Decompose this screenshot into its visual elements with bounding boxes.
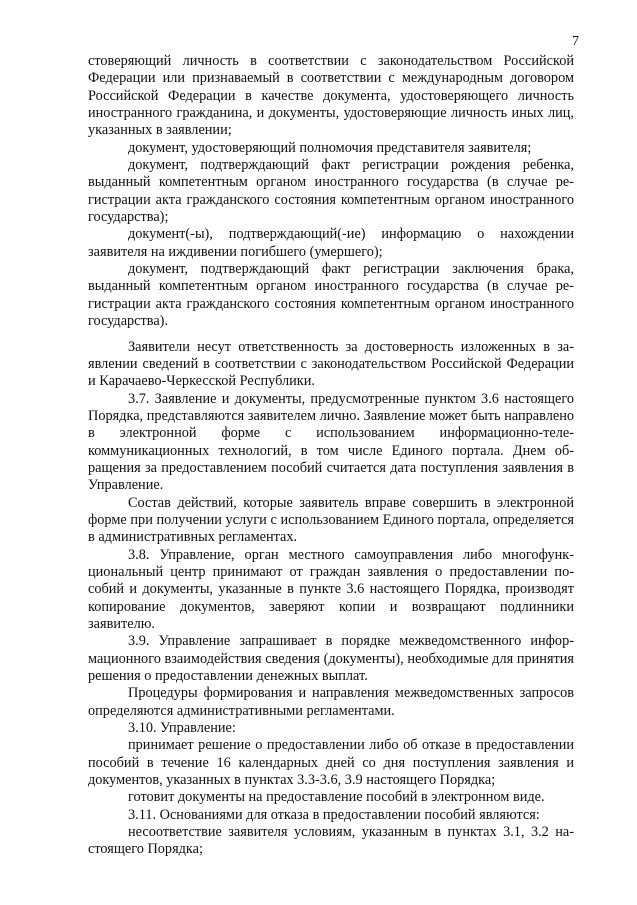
paragraph-section-3-9: 3.9. Управление запрашивает в порядке межведомственного информационного взаимодействия сведения (документы), необходимые для принятия решения о предоставлении денежных выплат. [88,633,574,685]
paragraph-representative-authority: документ, удостоверяющий полномочия представителя заявителя; [128,139,532,156]
paragraph-marriage-registration: документ, подтверждающий факт регистрации заключения брака, выданный компетентным органом иностранного государства (в случае регистрации акта гражданского состояния компетентным органом иностранного государства). [88,261,574,330]
paragraph-interagency-requests: Процедуры формирования и направления межведомственных запросов определяются административными регламентами. [88,685,574,719]
paragraph-decision-deadline: принимает решение о предоставлении либо об отказе в предоставлении пособий в течение 16 календарных дней со дня поступления заявления и документов, указанных в пунктах 3.3-3.6, 3.9 настоящего Порядка; [88,737,574,789]
paragraph-identity-documents: стоверяющий личность в соответствии с законодательством Российской Федерации или признаваемый в соответствии с международным договором Российской Федерации в качестве документа, удостоверяющего личность иностранного гражданина, и документы, удостоверяющие личность иных лиц, указанных в заявлении; [88,53,574,139]
paragraph-applicant-responsibility: Заявители несут ответственность за достоверность изложенных в заявлении сведений в соответствии с законодательством Российской Федерации и Карачаево-Черкесской Республики. [88,338,574,390]
document-body [88,53,574,859]
paragraph-section-3-10: 3.10. Управление: [128,720,236,737]
paragraph-electronic-actions: Состав действий, которые заявитель вправе совершить в электронной форме при получении услуги с использованием Единого портала, определяется в административных регламентах. [88,494,574,546]
page-number: 7 [572,34,579,49]
paragraph-section-3-8: 3.8. Управление, орган местного самоуправления либо многофункциональный центр принимают от граждан заявления о предоставлении пособий и документы, указанные в пункте 3.6 настоящего Порядка, производят копирование документов, заверяют копии и возвращают подлинники заявителю. [88,546,574,632]
paragraph-refusal-ground-1: несоответствие заявителя условиям, указанным в пунктах 3.1, 3.2 настоящего Порядка; [88,824,574,858]
paragraph-section-3-7: 3.7. Заявление и документы, предусмотренные пунктом 3.6 настоящего Порядка, представляются заявителем лично. Заявление может быть направлено в электронной форме с использованием информационно-телекоммуникационных технологий, в том числе Единого портала. Днем обращения за предоставлением пособий считается дата поступления заявления в Управление. [88,390,574,494]
paragraph-electronic-documents: готовит документы на предоставление пособий в электронном виде. [128,789,545,806]
paragraph-section-3-11: 3.11. Основаниями для отказа в предоставлении пособий являются: [128,806,540,823]
paragraph-birth-registration: документ, подтверждающий факт регистрации рождения ребенка, выданный компетентным органом иностранного государства (в случае регистрации акта гражданского состояния компетентным органом иностранного государства); [88,157,574,226]
paragraph-dependency-document: документ(-ы), подтверждающий(-ие) информацию о нахождении заявителя на иждивении погибшего (умершего); [88,226,574,260]
